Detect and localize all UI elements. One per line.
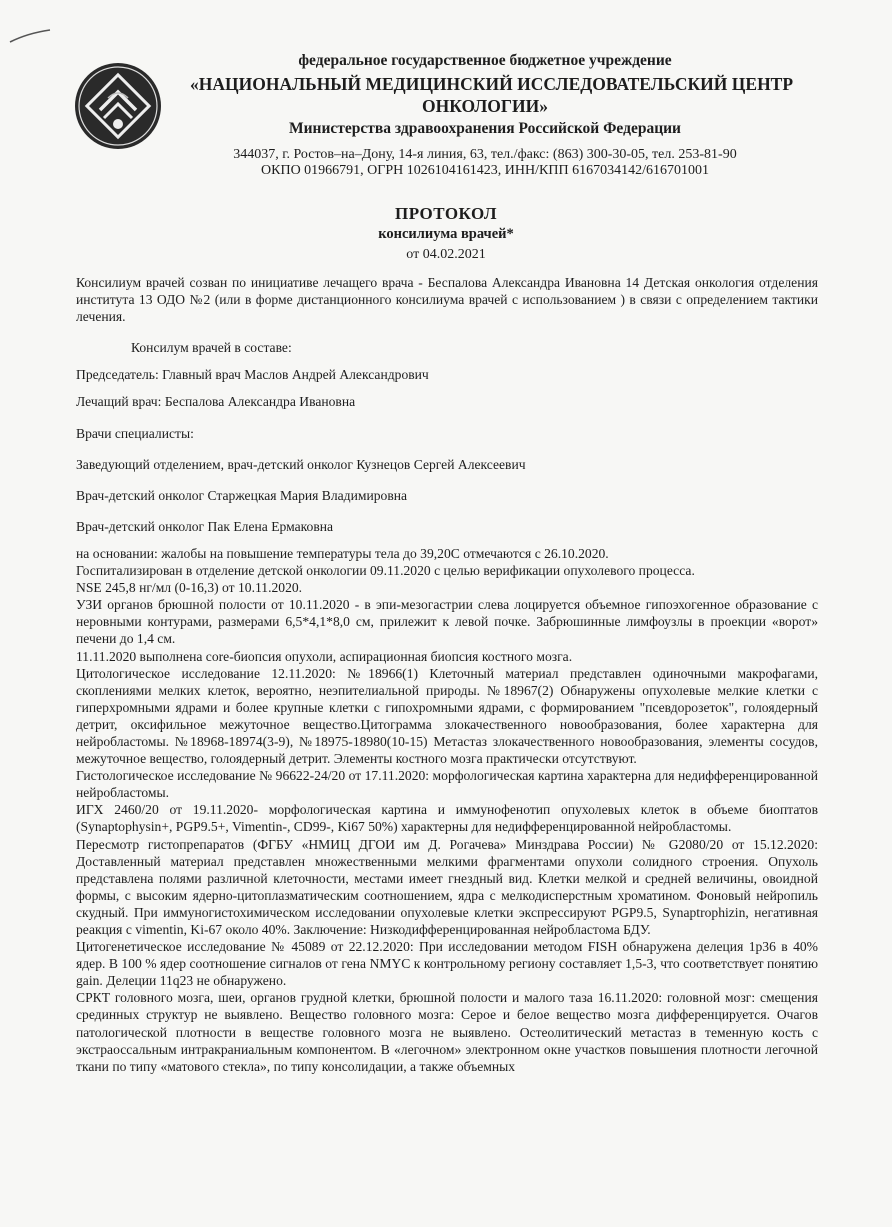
ct-paragraph: СРКТ головного мозга, шеи, органов грудной клетки, брюшной полости и малого таза 16.11.2020: головной мозг: смещения срединных структур не выявлено. Вещество головного мозга: Серое и белое вещество мозга дифференцируется. Очагов патологической плотности в веществе головного мозга не выявлено. Остеолитический метастаз в теменную кость с экстраоссальным интракраниальным компонентом. В «легочном» электронном окне участков повышения плотности легочной ткани по типу «матового стекла», по типу консолидации, а также объемных <box>76 990 818 1074</box>
ihc-paragraph: ИГХ 2460/20 от 19.11.2020- морфологическая картина и иммунофенотип опухолевых клеток в объеме биоптатов (Synaptophysin+, PGP9.5+, Vimentin-, CD99-, Ki67 50%) характерны для недифференцированной нейробластомы. <box>76 802 818 835</box>
hospitalization-line: Госпитализирован в отделение детской онкологии 09.11.2020 с целью верификации опухолевого процесса. <box>76 563 695 579</box>
document-subtitle: консилиума врачей* <box>378 226 514 242</box>
document-date: от 04.02.2021 <box>406 247 486 262</box>
pen-stroke-mark <box>8 28 52 44</box>
basis-line: на основании: жалобы на повышение температуры тела до 39,20С отмечаются с 26.10.2020. <box>76 545 609 561</box>
specialists-heading: Врачи специалисты: <box>76 425 194 441</box>
chairman-line: Председатель: Главный врач Маслов Андрей Александрович <box>76 367 429 383</box>
oncology-center-logo <box>74 62 162 150</box>
review-paragraph: Пересмотр гистопрепаратов (ФГБУ «НМИЦ ДГОИ им Д. Рогачева» Минздрава России) № G2080/20 от 15.12.2020: Доставленный материал представлен множественными мелкими фрагментами опухоли солидного строения. Опухоль представлена полями различной клеточности, местами имеет гнездный вид. Клетки мелкой и средней величины, овоидной формы, с высоким ядерно-цитоплазматическим соотношением, ядра с мелкодисперстным хроматином. Фоновый нейропиль скудный. При иммуногистохимическом исследовании опухолевые клетки экспрессируют PGP9.5, Synaptrophizin, негативная реакция с vimentin, Ki-67 около 40%. Заключение: Низкодифференцированная нейробластома БДУ. <box>76 836 818 937</box>
center-name-line2: ОНКОЛОГИИ» <box>422 96 548 116</box>
document-body <box>76 274 818 1075</box>
cytogenetics-paragraph: Цитогенетическое исследование № 45089 от 22.12.2020: При исследовании методом FISH обнаружена делеция 1р36 в 40% ядер. В 100 % ядер соотношение сигналов от гена NMYC к контрольному региону составляет 1,5-3, что соответствует понятию gain. Делеции 11q23 не обнаружено. <box>76 939 818 989</box>
histology-paragraph: Гистологическое исследование № 96622-24/20 от 17.11.2020: морфологическая картина характерна для недифференцированной нейробластомы. <box>76 768 818 801</box>
document-title: ПРОТОКОЛ <box>394 204 497 223</box>
nse-line: NSE 245,8 нг/мл (0-16,3) от 10.11.2020. <box>76 580 303 596</box>
specialist-line: Врач-детский онколог Пак Елена Ермаковна <box>76 518 334 534</box>
org-type: федеральное государственное бюджетное учреждение <box>298 52 672 69</box>
registration-codes: ОКПО 01966791, ОГРН 1026104161423, ИНН/КПП 6167034142/616701001 <box>261 163 709 178</box>
cytology-paragraph: Цитологическое исследование 12.11.2020: №18966(1) Клеточный материал представлен одиночными макрофагами, скоплениями мелких клеток, вероятно, неэпителиальной природы. №18967(2) Обнаружены опухолевые мелкие клетки с гиперхромными ядрами и более крупные клетки с гипохромными ядрами, с формированием "псевдорозеток", голоядерный детрит, оксифильное межуточное вещество.Цитограмма злокачественного новообразования, более характерна для нейробластомы. №18968-18974(3-9), №18975-18980(10-15) Метастаз злокачественного новообразования, элементы сосудов, межуточное вещество, голоядерный детрит. Элементы костного мозга практически отсутствуют. <box>76 665 818 767</box>
biopsy-line: 11.11.2020 выполнена core-биопсия опухоли, аспирационная биопсия костного мозга. <box>76 648 573 664</box>
attending-doctor-line: Лечащий врач: Беспалова Александра Ивановна <box>76 394 356 410</box>
address-line: 344037, г. Ростов–на–Дону, 14-я линия, 63, тел./факс: (863) 300-30-05, тел. 253-81-90 <box>233 147 737 162</box>
center-name-line1: «НАЦИОНАЛЬНЫЙ МЕДИЦИНСКИЙ ИССЛЕДОВАТЕЛЬСКИЙ ЦЕНТР <box>190 74 794 94</box>
specialist-line: Заведующий отделением, врач-детский онколог Кузнецов Сергей Алексеевич <box>76 456 526 472</box>
intro-paragraph: Консилиум врачей созван по инициативе лечащего врача - Беспалова Александра Ивановна 14 Детская онкология отделения института 13 ОДО №2 (или в форме дистанционного консилиума врачей с использованием ) в связи с определением тактики лечения. <box>76 275 818 325</box>
ultrasound-paragraph: УЗИ органов брюшной полости от 10.11.2020 - в эпи-мезогастрии слева лоцируется объемное гипоэхогенное образование с неровными контурами, размерами 6,5*4,1*8,0 см, прилежит к левой почке. Забрюшинные лимфоузлы в проекции «ворот» печени до 1,4 см. <box>76 597 818 647</box>
specialist-line: Врач-детский онколог Старжецкая Мария Владимировна <box>76 487 408 503</box>
ministry-name: Министерства здравоохранения Российской Федерации <box>289 120 681 137</box>
composition-heading: Консилум врачей в составе: <box>131 340 292 356</box>
